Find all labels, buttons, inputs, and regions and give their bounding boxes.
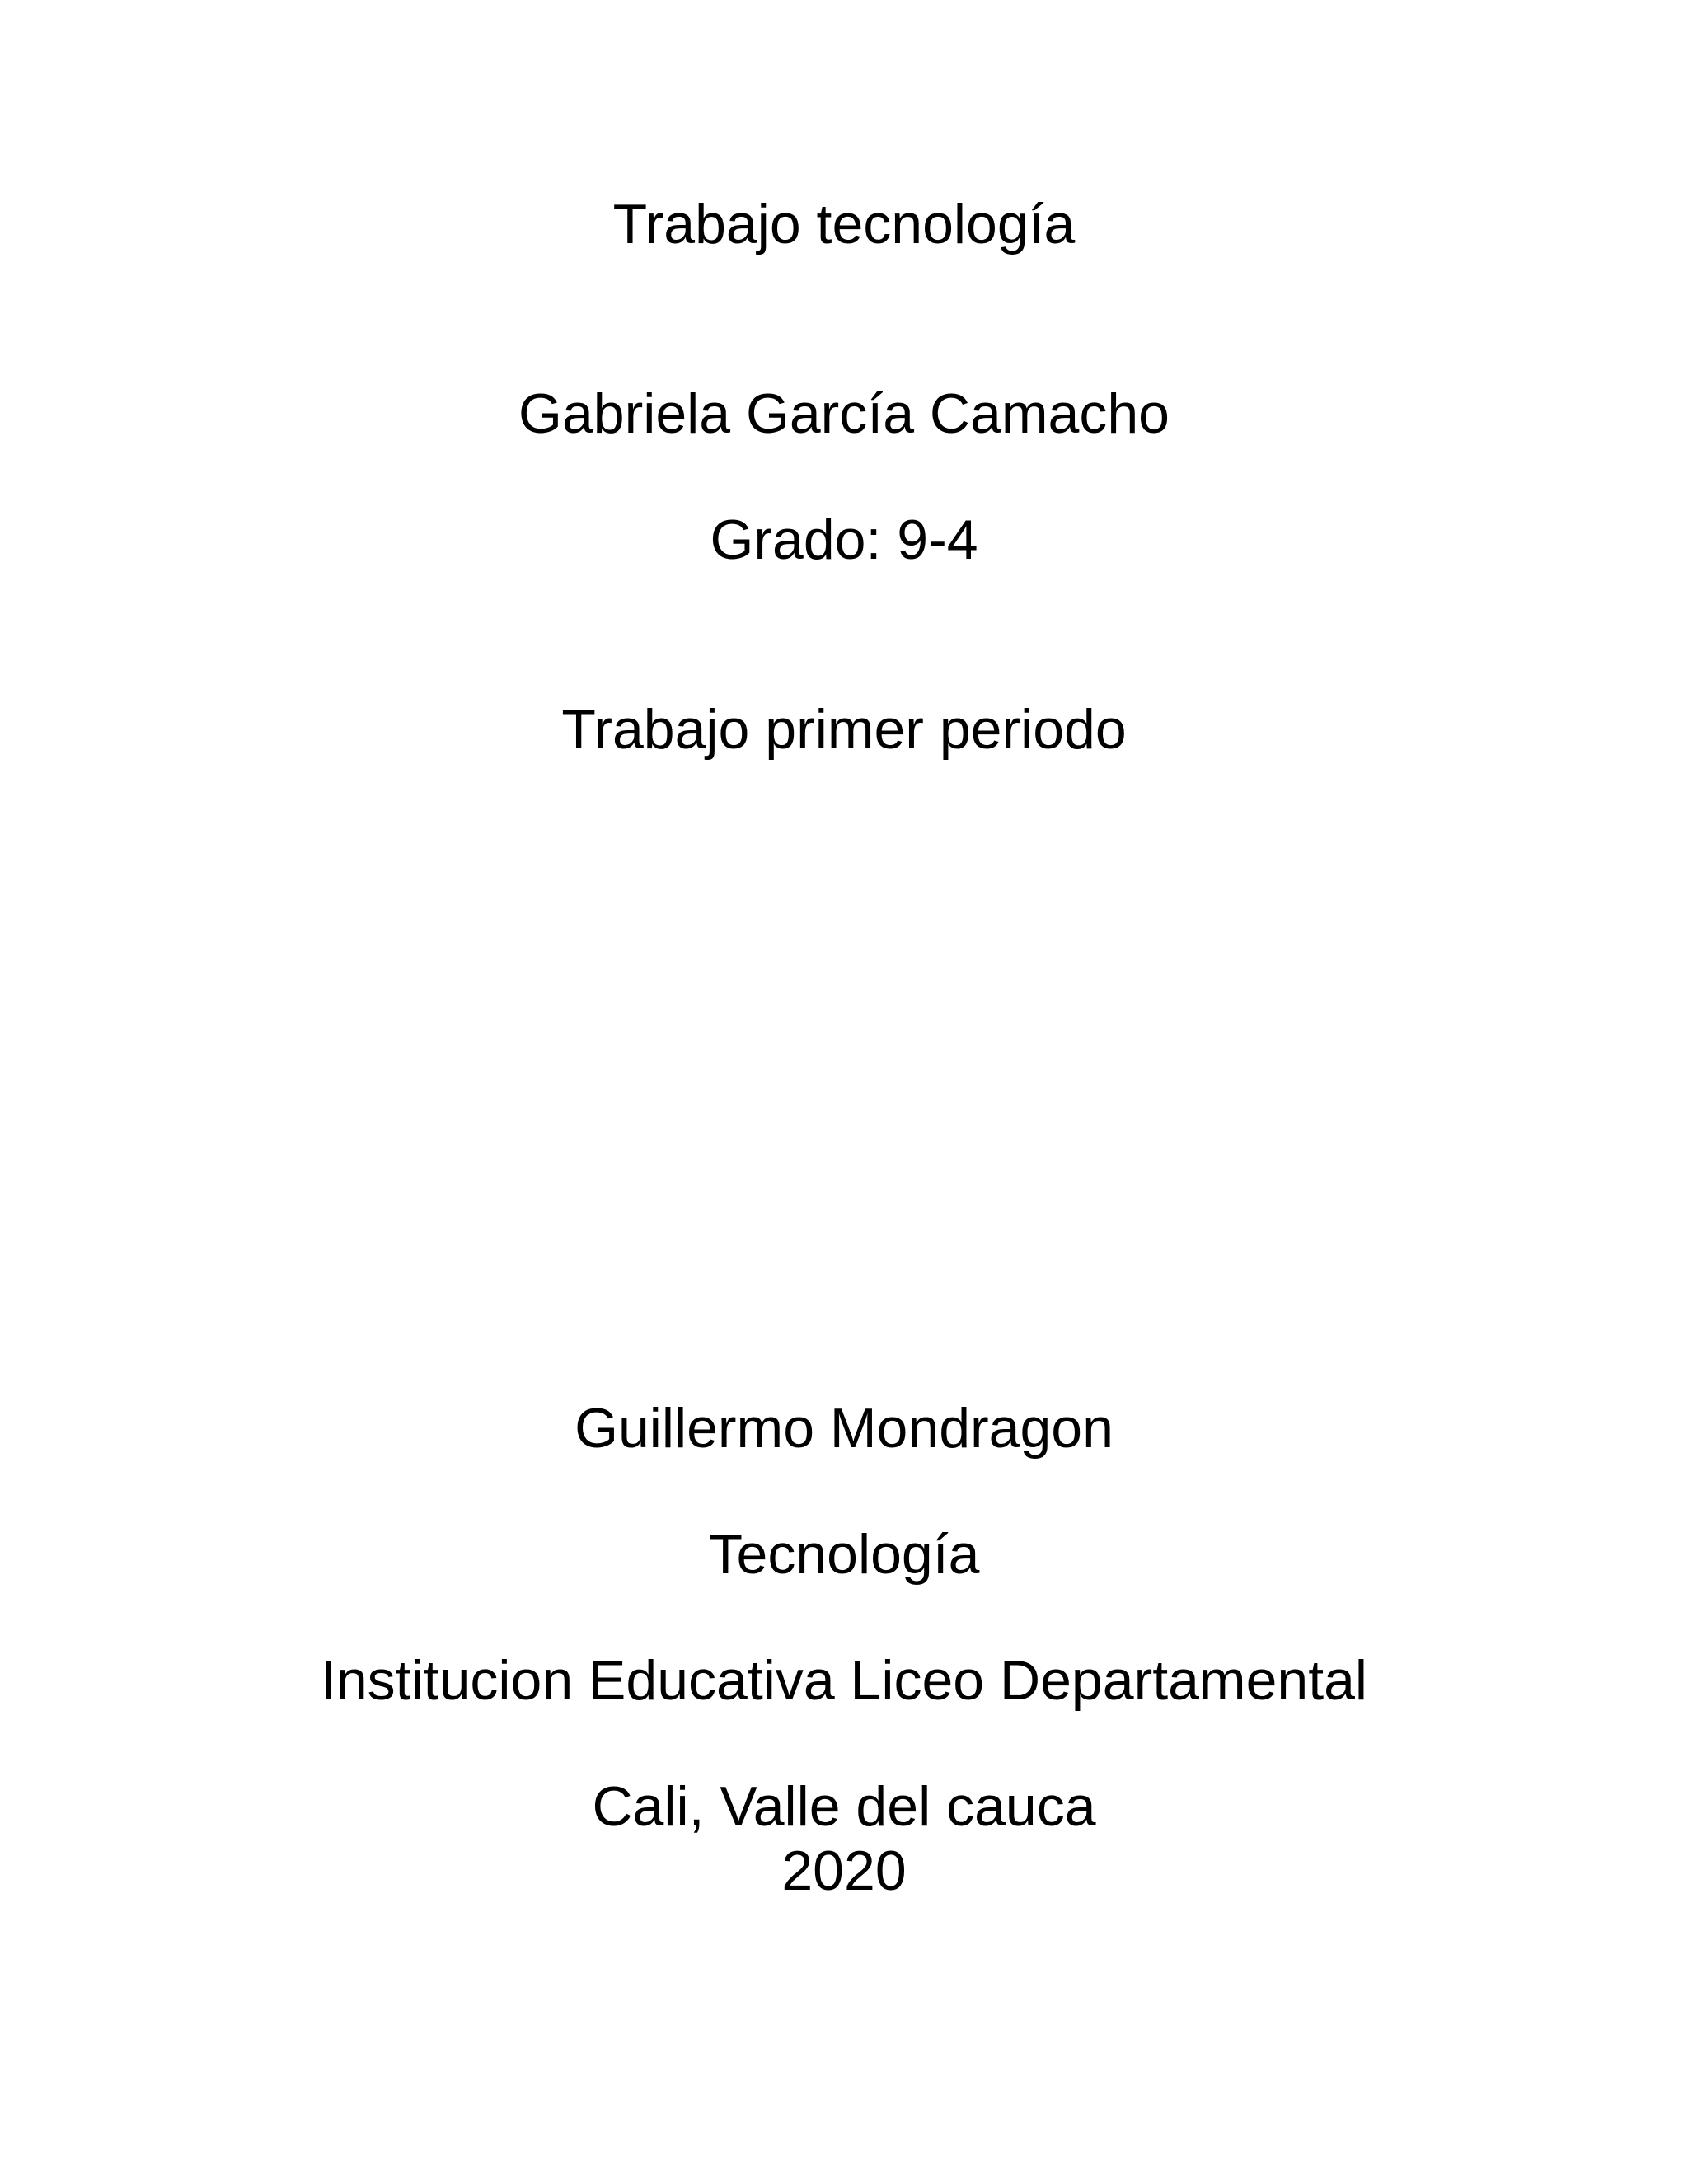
student-name: Gabriela García Camacho (518, 382, 1170, 445)
document-title: Trabajo tecnología (612, 193, 1076, 255)
grade-label: Grado: 9-4 (710, 509, 978, 571)
assignment-label: Trabajo primer periodo (561, 698, 1127, 761)
year-label: 2020 (781, 1840, 907, 1902)
teacher-name: Guillermo Mondragon (574, 1397, 1114, 1460)
subject-label: Tecnología (708, 1523, 980, 1586)
institution-name: Institucion Educativa Liceo Departamental (320, 1649, 1368, 1712)
location-label: Cali, Valle del cauca (592, 1775, 1096, 1838)
